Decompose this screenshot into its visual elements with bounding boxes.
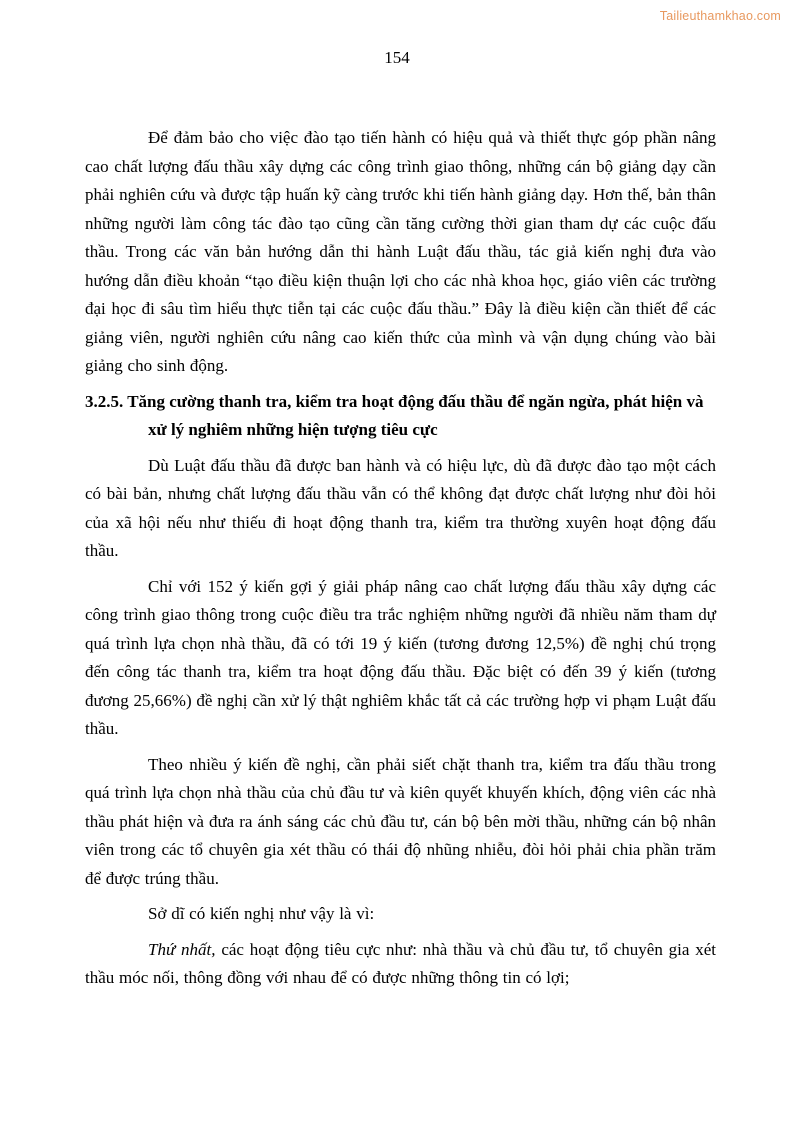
watermark-link[interactable]: Tailieuthamkhao.com xyxy=(659,9,781,23)
paragraph: Sở dĩ có kiến nghị như vậy là vì: xyxy=(148,904,375,923)
page-number: 154 xyxy=(384,48,410,67)
document-content xyxy=(85,124,716,1000)
paragraph: Chỉ với 152 ý kiến gợi ý giải pháp nâng cao chất lượng đấu thầu xây dựng các công trình giao thông trong cuộc điều tra trắc nghiệm những người đã nhiều năm tham dự quá trình lựa chọn nhà thầu, đã có tới 19 ý kiến (tương đương 12,5%) đề nghị chú trọng đến công tác thanh tra, kiểm tra hoạt động đấu thầu. Đặc biệt có đến 39 ý kiến (tương đương 25,66%) đề nghị cần xử lý thật nghiêm khắc tất cả các trường hợp vi phạm Luật đấu thầu. xyxy=(85,576,716,738)
italic-lead: Thứ nhất, xyxy=(148,939,216,959)
paragraph: Dù Luật đấu thầu đã được ban hành và có hiệu lực, dù đã được đào tạo một cách có bài bản, nhưng chất lượng đấu thầu vẫn có thể không đạt được chất lượng như đòi hỏi của xã hội nếu như thiếu đi hoạt động thanh tra, kiểm tra thường xuyên hoạt động đấu thầu. xyxy=(85,455,716,560)
heading-number: 3.2.5. xyxy=(85,391,128,411)
paragraph: Theo nhiều ý kiến đề nghị, cần phải siết chặt thanh tra, kiểm tra đấu thầu trong quá trình lựa chọn nhà thầu của chủ đầu tư và kiên quyết khuyến khích, động viên các nhà thầu phát hiện và đưa ra ánh sáng các chủ đầu tư, cán bộ bên mời thầu, những cán bộ nhân viên trong các tổ chuyên gia xét thầu có thái độ nhũng nhiễu, đòi hỏi phải chia phần trăm để được trúng thầu. xyxy=(85,754,716,888)
section-heading: 3.2.5. Tăng cường thanh tra, kiểm tra hoạt động đấu thầu để ngăn ngừa, phát hiện và xử lý nghiêm những hiện tượng tiêu cực xyxy=(85,391,704,439)
paragraph: Để đảm bảo cho việc đào tạo tiến hành có hiệu quả và thiết thực góp phần nâng cao chất lượng đấu thầu xây dựng các công trình giao thông, những cán bộ giảng dạy cần phải nghiên cứu và được tập huấn kỹ càng trước khi tiến hành giảng dạy. Hơn thế, bản thân những người làm công tác đào tạo cũng cần tăng cường thời gian tham dự các cuộc đấu thầu. Trong các văn bản hướng dẫn thi hành Luật đấu thầu, tác giả kiến nghị đưa vào hướng dẫn điều khoản “tạo điều kiện thuận lợi cho các nhà khoa học, giáo viên các trường đại học đi sâu tìm hiểu thực tiễn tại các cuộc đấu thầu.” Đây là điều kiện cần thiết để các giảng viên, người nghiên cứu nâng cao kiến thức của mình và vận dụng chúng vào bài giảng cho sinh động. xyxy=(85,128,716,375)
paragraph: Thứ nhất, các hoạt động tiêu cực như: nhà thầu và chủ đầu tư, tổ chuyên gia xét thầu móc nối, thông đồng với nhau để có được những thông tin có lợi; xyxy=(85,939,716,987)
